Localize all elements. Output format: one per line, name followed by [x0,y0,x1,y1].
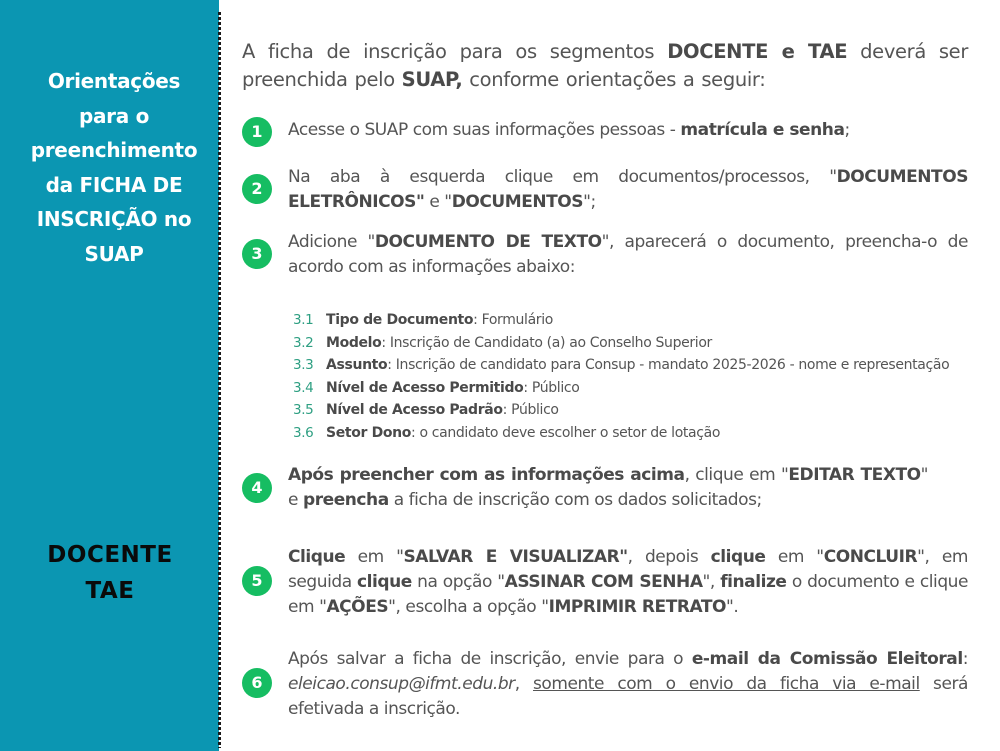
segment-line: TAE [85,578,135,604]
text-run: em " [345,547,404,567]
sidebar-title-line: Orientações [47,69,181,93]
text-run: ", [702,572,721,592]
substep-item [293,354,973,377]
bold-text: Após preencher com as informações acima [288,465,685,485]
sidebar-title-line: preenchimento [30,138,198,162]
text-run: ", em seguida [288,547,968,592]
substep-number: 3.6 [293,424,314,441]
bold-text: Clique [288,547,346,567]
bold-text: SALVAR E VISUALIZAR" [403,547,628,567]
bold-text: ASSINAR COM SENHA [504,572,703,592]
step-text [288,118,968,143]
step-number-badge: 6 [242,668,272,698]
text-run: Após salvar a ficha de inscrição, envie para o [288,649,692,669]
step-text [288,463,928,513]
substeps-list [293,309,973,444]
text-run: conforme orientações a seguir: [462,68,766,91]
text-run: Na aba à esquerda clique em documentos/processos, " [288,167,837,187]
segment-label [10,537,210,609]
sidebar-title [14,64,214,271]
text-run: ", escolha a opção " [388,597,549,617]
substep-value: : Inscrição de Candidato (a) ao Conselho Superior [381,334,712,351]
substep-label: Nível de Acesso Padrão [326,402,503,418]
bold-text: preencha [302,490,389,510]
substep-number: 3.2 [293,334,314,351]
text-run: em " [765,547,824,567]
step-number-badge: 5 [242,566,272,596]
intro-paragraph [242,38,968,94]
segment-line: DOCENTE [47,542,173,568]
text-run: Adicione " [288,232,375,252]
sidebar [0,0,219,751]
substep-value: : Público [502,402,559,418]
text-run: " e [288,465,929,510]
substep-number: 3.4 [293,379,314,396]
substep-number: 3.5 [293,402,314,418]
bold-text: CONCLUIR [823,547,918,567]
bold-text: e-mail da Comissão Eleitoral [691,649,963,669]
substep-item [293,377,973,400]
text-run: a ficha de inscrição com os dados solicitados; [388,490,762,510]
text-run: será efetivada a inscrição. [288,674,968,719]
bold-text: clique [710,547,766,567]
step-text [288,545,968,620]
text-run: o documento e clique em " [288,572,968,617]
bold-text: matrícula e senha [680,120,845,140]
sidebar-title-line: da FICHA DE [45,172,183,197]
bold-text: DOCUMENTO DE TEXTO [374,232,602,252]
substep-label: Tipo de Documento [326,312,474,328]
step-text [288,230,968,280]
bold-text: EDITAR TEXTO [788,465,921,485]
bold-text: AÇÕES [326,597,389,617]
text-run: : [962,649,968,669]
substep-item [293,332,973,355]
bold-text: DOCUMENTOS [451,192,584,212]
bold-text: DOCENTE e TAE [667,40,848,63]
bold-text: IMPRIMIR RETRATO [548,597,727,617]
substep-label: Modelo [326,334,382,351]
instructions [242,38,968,719]
substep-item [293,399,973,422]
text-run: , [514,674,533,694]
text-run: e " [424,192,452,212]
substep-item [293,422,973,445]
dotted-divider [218,12,221,748]
text-run: , depois [627,547,711,567]
substep-value: : Público [523,379,580,396]
text-run: ", aparecerá o documento, preencha-o de acordo com as informações abaixo: [288,232,968,277]
text-run: deverá ser preenchida pelo [242,40,968,91]
sidebar-title-line: para o [78,103,150,128]
substep-item [293,309,973,332]
substep-value: : Formulário [473,312,553,328]
substep-label: Setor Dono [326,424,411,441]
step-number-badge: 3 [242,239,272,269]
text-run: Acesse o SUAP com suas informações pessoas - [288,120,681,140]
step-text [288,647,968,722]
email-address: eleicao.consup@ifmt.edu.br [288,674,515,694]
text-run: ". [726,597,739,617]
text-run: , clique em " [684,465,789,485]
text-run: "; [583,192,596,212]
bold-text: SUAP, [401,68,463,91]
substep-label: Nível de Acesso Permitido [326,379,524,396]
step-number-badge: 1 [242,117,272,147]
text-run: ; [844,120,850,140]
step-number-badge: 2 [242,174,272,204]
bold-text: finalize [720,572,787,592]
text-run: A ficha de inscrição para os segmentos [242,40,668,63]
step-number-badge: 4 [242,473,272,503]
underlined-note: somente com o envio da ficha via e-mail [533,674,920,694]
sidebar-title-line: INSCRIÇÃO no [36,207,192,231]
substep-number: 3.3 [293,357,314,373]
sidebar-title-line: SUAP [84,241,144,266]
bold-text: DOCUMENTOS ELETRÔNICOS" [288,167,968,212]
substep-value: : Inscrição de candidato para Consup - mandato 2025-2026 - nome e representação [387,357,950,373]
substep-label: Assunto [326,357,388,373]
text-run: na opção " [411,572,505,592]
substep-value: : o candidato deve escolher o setor de lotação [411,424,721,441]
substep-number: 3.1 [293,312,314,328]
bold-text: clique [357,572,412,592]
step-text [288,165,968,215]
